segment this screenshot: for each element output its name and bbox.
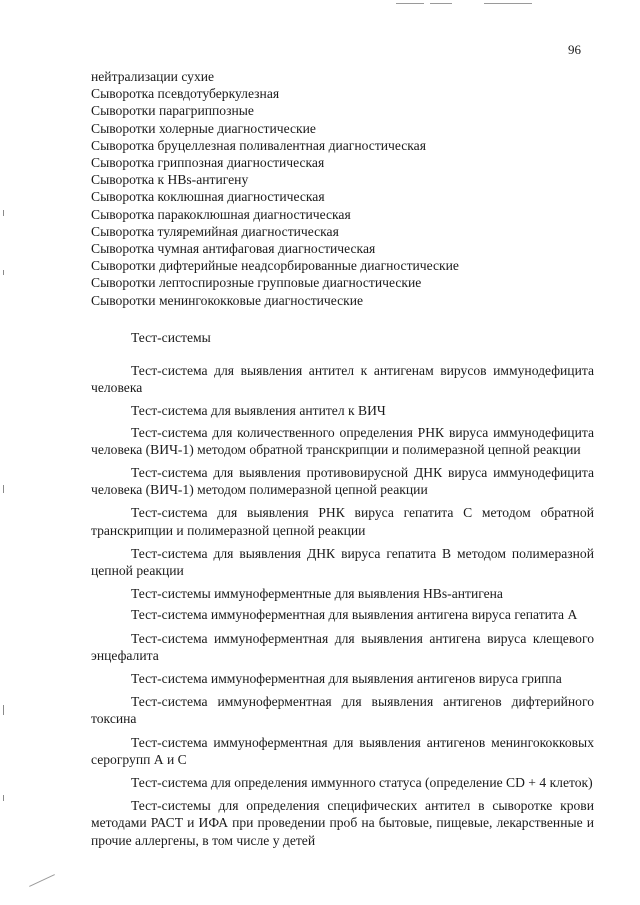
list-item: Сыворотка туляремийная диагностическая: [91, 223, 339, 239]
list-item: Сыворотка бруцеллезная поливалентная диагностическая: [91, 137, 426, 153]
list-item: Тест-система для определения иммунного статуса (определение CD + 4 клеток): [131, 775, 593, 791]
list-item: Сыворотка коклюшная диагностическая: [91, 189, 325, 205]
list-item: Тест-системы иммуноферментные для выявления HBs-антигена: [131, 586, 503, 602]
list-item: Тест-система иммуноферментная для выявления антигенов менингококковых серогрупп А и С: [91, 734, 594, 767]
page-number: 96: [568, 42, 581, 57]
list-item: Тест-система для выявления ДНК вируса гепатита В методом полимеразной цепной реакции: [91, 545, 594, 579]
serum-list: [91, 68, 459, 309]
list-item: Сыворотка к HBs-антигену: [91, 172, 249, 188]
list-item: Тест-система иммуноферментная для выявления антигена вируса гепатита А: [131, 607, 578, 623]
list-item: Сыворотка псевдотуберкулезная: [91, 86, 280, 102]
list-item: Тест-система иммуноферментная для выявления антигенов дифтерийного токсина: [91, 694, 594, 727]
list-item: Сыворотки дифтерийные неадсорбированные диагностические: [91, 258, 459, 274]
list-item: Тест-система для выявления антител к антигенам вирусов иммунодефицита человека: [91, 363, 594, 396]
test-systems-list: [91, 362, 594, 855]
list-item: Тест-система иммуноферментная для выявления антигенов вируса гриппа: [131, 671, 562, 687]
list-item: Тест-система для выявления антител к ВИЧ: [131, 403, 386, 419]
list-item: Сыворотки холерные диагностические: [91, 120, 316, 136]
list-item: Тест-система иммуноферментная для выявления антигена вируса клещевого энцефалита: [91, 630, 594, 663]
list-item: Тест-системы для определения специфических антител в сыворотке крови методами РАСТ и ИФА при проведении проб на бытовые, пищевые, лекарственные и прочие аллергены, в том числе у детей: [91, 798, 594, 848]
section-heading: Тест-системы: [131, 330, 211, 345]
list-item: Сыворотка чумная антифаговая диагностическая: [91, 241, 376, 257]
scan-artifact-bottom: [29, 874, 55, 887]
list-item: Тест-система для выявления РНК вируса гепатита С методом обратной транскрипции и полимеразной цепной реакции: [91, 505, 594, 538]
list-item: Сыворотки парагриппозные: [91, 103, 254, 119]
list-item: Сыворотки лептоспирозные групповые диагностические: [91, 275, 422, 291]
list-item: Тест-система для количественного определения РНК вируса иммунодефицита человека (ВИЧ-1) методом обратной транскрипции и полимеразной цепной реакции: [91, 424, 594, 457]
list-item: Тест-система для выявления противовирусной ДНК вируса иммунодефицита человека (ВИЧ-1) методом полимеразной цепной реакции: [91, 465, 594, 498]
scan-artifact-top: [0, 0, 640, 10]
list-item: нейтрализации сухие: [91, 69, 215, 84]
list-item: Сыворотка паракоклюшная диагностическая: [91, 206, 351, 222]
list-item: Сыворотки менингококковые диагностические: [91, 292, 364, 308]
list-item: Сыворотка гриппозная диагностическая: [91, 155, 325, 171]
